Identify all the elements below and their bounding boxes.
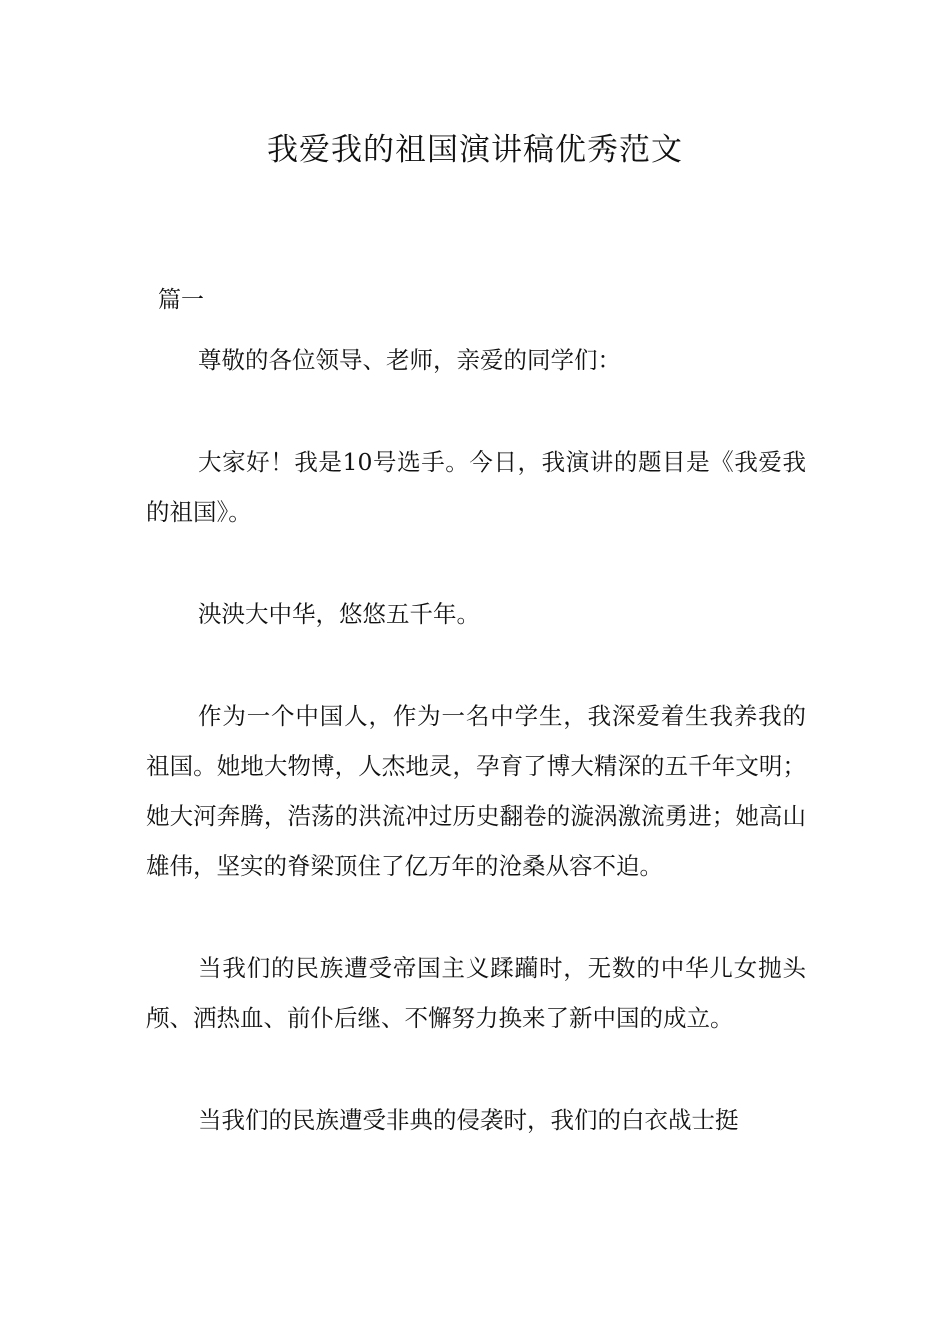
document-body (146, 335, 806, 1197)
document-title: 我爱我的祖国演讲稿优秀范文 (267, 132, 683, 168)
paragraph-motto: 泱泱大中华，悠悠五千年。 (198, 600, 480, 628)
paragraph-motherland: 作为一个中国人，作为一名中学生，我深爱着生我养我的祖国。她地大物博，人杰地灵，孕育了博大精深的五千年文明；她大河奔腾，浩荡的洪流冲过历史翻卷的漩涡激流勇进；她高山雄伟，坚实的脊梁顶住了亿万年的沧桑从容不迫。 (146, 702, 806, 880)
paragraph-introduction: 大家好！我是10号选手。今日，我演讲的题目是《我爱我的祖国》。 (146, 448, 806, 526)
section-label: 篇一 (158, 287, 204, 313)
paragraph-history: 当我们的民族遭受帝国主义蹂躏时，无数的中华儿女抛头颅、洒热血、前仆后继、不懈努力换来了新中国的成立。 (146, 954, 806, 1032)
paragraph-greeting: 尊敬的各位领导、老师，亲爱的同学们： (198, 346, 621, 374)
paragraph-sars: 当我们的民族遭受非典的侵袭时，我们的白衣战士挺 (198, 1106, 739, 1134)
